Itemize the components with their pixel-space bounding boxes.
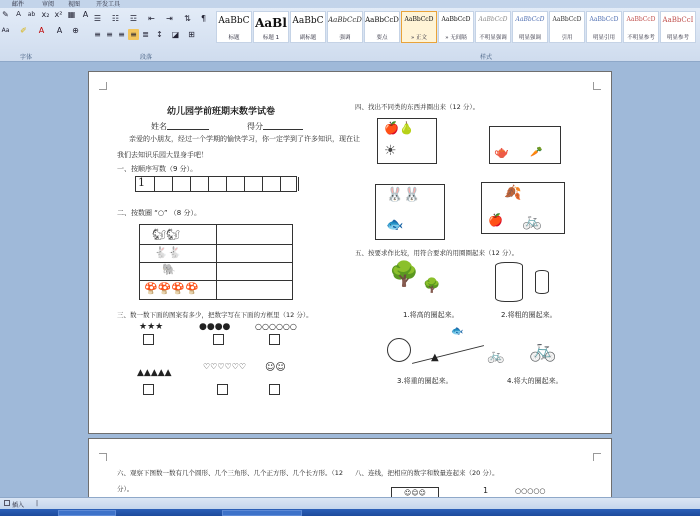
status-bar	[0, 497, 700, 509]
style-preview: AaBl	[255, 16, 287, 30]
style-name: 明显引用	[592, 35, 615, 41]
tab-view[interactable]: 视图	[68, 1, 81, 8]
status-icon	[4, 500, 10, 506]
style-preview: AaBbCcD	[441, 16, 471, 23]
style-item[interactable]	[475, 11, 511, 43]
style-name: 不明显强调	[479, 35, 507, 41]
smileys-shape: ☺☺	[265, 362, 286, 373]
style-item[interactable]	[290, 11, 326, 43]
matching-circles: ○○○○○	[515, 487, 546, 495]
light-object: 🐟	[451, 326, 464, 337]
score-blank	[263, 129, 303, 130]
triangles-shape: ▲▲▲▲▲	[137, 368, 172, 378]
style-preview: AaBbCcD	[365, 16, 399, 24]
question-5: 五、按要求作比较，用符合要求的用圈圈起来（12 分）。	[355, 249, 519, 257]
char-border-icon[interactable]: A	[56, 26, 63, 35]
crop-mark	[593, 453, 601, 461]
document-area[interactable]	[0, 63, 700, 497]
style-item[interactable]	[438, 11, 474, 43]
style-name: 副标题	[299, 35, 317, 41]
answer-box[interactable]	[217, 384, 228, 395]
style-name: 强调	[339, 35, 351, 41]
style-item[interactable]	[586, 11, 622, 43]
align-left-icon[interactable]: ≡	[94, 30, 101, 39]
font-group-label: 字体	[20, 54, 33, 61]
animals-drawing: 🐇🐇	[154, 246, 182, 259]
compare-tall: 1.将高的圈起来。	[403, 311, 459, 319]
thick-cylinder	[495, 262, 523, 302]
style-item[interactable]	[327, 11, 363, 43]
intro-line-1: 亲爱的小朋友，经过一个学期的愉快学习，你一定学到了许多知识，现在让	[129, 135, 360, 143]
styles-gallery	[216, 11, 700, 45]
insert-mode[interactable]: 插入	[12, 502, 25, 509]
style-item[interactable]	[364, 11, 400, 43]
char-shading-icon[interactable]: ▦	[67, 10, 76, 19]
align-right-icon[interactable]: ≡	[118, 30, 125, 39]
compare-heavy: 3.将重的圈起来。	[397, 377, 453, 385]
page-2[interactable]	[88, 438, 612, 498]
matching-number: 1	[483, 486, 489, 495]
sequence-first-number: 1	[138, 176, 145, 189]
text-effect-icon[interactable]: A	[82, 10, 89, 19]
taskbar-button[interactable]	[58, 510, 116, 516]
question-8: 八、连线，把相应的数字和数量连起来（20 分）。	[355, 469, 499, 477]
distributed-icon[interactable]: ≣	[142, 30, 149, 39]
show-marks-icon[interactable]: ¶	[200, 14, 207, 23]
crop-mark	[99, 82, 107, 90]
decrease-indent-icon[interactable]: ⇤	[148, 14, 155, 23]
style-item[interactable]	[253, 11, 289, 43]
increase-indent-icon[interactable]: ⇥	[166, 14, 173, 23]
strikethrough-icon[interactable]: ab	[27, 11, 36, 18]
hearts-shape: ♡♡♡♡♡♡	[203, 362, 247, 371]
style-name: 要点	[376, 35, 388, 41]
style-preview: AaBbCcD	[626, 16, 656, 23]
grid-divider	[298, 177, 299, 191]
style-name: 不明显参考	[627, 35, 655, 41]
large-bike: 🚲	[529, 338, 557, 363]
style-preview: AaBbCcD	[478, 16, 508, 23]
style-item[interactable]	[660, 11, 696, 43]
bullets-icon[interactable]: ☰	[93, 14, 102, 23]
animal-drawing: 🐘	[162, 263, 176, 276]
ribbon	[0, 0, 700, 62]
style-name: 明显参考	[666, 35, 689, 41]
style-preview: AaBbCcD	[589, 16, 619, 23]
style-name: 标题	[228, 35, 240, 41]
style-item[interactable]	[512, 11, 548, 43]
grid-divider	[226, 177, 227, 191]
grid-divider	[190, 177, 191, 191]
question-4: 四、找出不同类的东西并圈出来（12 分）。	[355, 103, 480, 111]
answer-box[interactable]	[269, 384, 280, 395]
name-field-label: 姓名	[151, 122, 167, 131]
style-name: » 正文	[410, 35, 428, 41]
style-item[interactable]	[623, 11, 659, 43]
style-item[interactable]	[549, 11, 585, 43]
answer-box[interactable]	[143, 334, 154, 345]
tab-mailings[interactable]: 邮件	[12, 1, 25, 8]
stars-shape: ★★★	[139, 322, 164, 332]
small-tree-drawing: 🌳	[423, 278, 441, 294]
number-sequence-grid	[135, 176, 297, 192]
numbering-icon[interactable]: ☷	[111, 14, 120, 23]
crop-mark	[593, 82, 601, 90]
name-blank	[167, 129, 209, 130]
font-tools	[0, 9, 213, 51]
font-color-icon[interactable]: A	[38, 26, 45, 35]
circles-shape: ○○○○○○	[255, 322, 297, 331]
style-preview: AaBbC	[292, 16, 324, 26]
style-name: 引用	[561, 35, 573, 41]
superscript-icon[interactable]: x²	[54, 10, 63, 19]
style-name: 标题 1	[262, 35, 280, 41]
question-6-continued: 分）。	[117, 485, 134, 493]
highlight-icon[interactable]: ✐	[20, 26, 27, 35]
style-preview: AaBbCcD	[515, 16, 545, 23]
question-6: 六、观察下图数一数有几个圆形、几个三角形、几个正方形、几个长方形。（12	[117, 469, 344, 477]
format-painter-icon[interactable]: ✎	[2, 10, 9, 19]
style-item[interactable]	[401, 11, 437, 43]
status-divider: |	[36, 500, 39, 507]
question-1: 一、按顺序写数（9 分）。	[117, 165, 198, 173]
shading-icon[interactable]: ◪	[171, 30, 180, 39]
taskbar	[0, 509, 700, 516]
crop-mark	[99, 453, 107, 461]
borders-icon[interactable]: ⊞	[188, 30, 195, 39]
compare-big: 4.将大的圈起来。	[507, 377, 563, 385]
font-size-grow-icon[interactable]: A	[16, 10, 21, 18]
answer-box[interactable]	[143, 384, 154, 395]
small-bike: 🚲	[487, 348, 505, 364]
style-preview: AaBbCcD	[404, 16, 434, 23]
thin-cylinder	[535, 270, 549, 294]
style-item[interactable]	[216, 11, 252, 43]
tab-developer[interactable]: 开发工具	[96, 1, 121, 8]
answer-box[interactable]	[269, 334, 280, 345]
score-field-label: 得分	[247, 122, 263, 131]
trees-drawing: 🌳	[389, 260, 419, 288]
change-case-icon[interactable]: Aa	[1, 27, 10, 34]
grid-divider	[154, 177, 155, 191]
seesaw-plank	[412, 345, 484, 364]
intro-line-2: 我们去知识乐园大显身手吧！	[117, 151, 208, 159]
ribbon-tabs	[0, 0, 700, 8]
paragraph-group-label: 段落	[140, 54, 153, 61]
style-preview: AaBbCcD	[552, 16, 582, 23]
subscript-icon[interactable]: x₂	[41, 10, 50, 19]
align-center-icon[interactable]: ≡	[106, 30, 113, 39]
multilevel-icon[interactable]: ☲	[129, 14, 138, 23]
grid-divider	[280, 177, 281, 191]
picture-group-mixed: 🍂 🍎 🚲	[481, 182, 565, 234]
seesaw-base: ▲	[431, 352, 439, 363]
enclose-char-icon[interactable]: ⊕	[72, 26, 79, 35]
style-preview: AaBbCcI	[662, 16, 694, 24]
grid-divider	[172, 177, 173, 191]
compare-thick: 2.将粗的圈起来。	[501, 311, 557, 319]
heavy-ball	[387, 338, 411, 362]
counting-table	[139, 224, 293, 300]
answer-box[interactable]	[213, 334, 224, 345]
matching-group-faces: ☺☺☺	[391, 487, 439, 499]
style-preview: AaBbC	[218, 16, 250, 26]
sort-icon[interactable]: ⇅	[184, 14, 191, 23]
style-preview: AaBbCcD	[328, 16, 362, 24]
style-name: 明显强调	[518, 35, 541, 41]
justify-icon[interactable]: ≡	[128, 29, 139, 40]
grid-divider	[244, 177, 245, 191]
grid-divider	[208, 177, 209, 191]
mushrooms-drawing: 🍄🍄🍄🍄	[144, 282, 199, 295]
styles-group-label: 样式	[480, 54, 493, 61]
picture-group-fruits: 🍎🍐 ☀	[377, 118, 437, 164]
line-spacing-icon[interactable]: ↕	[156, 30, 163, 39]
animals-drawing: 🐿🐿	[152, 228, 180, 241]
picture-group-kitchen: 🫖 🥕	[489, 126, 561, 164]
taskbar-button[interactable]	[222, 510, 302, 516]
grid-divider	[262, 177, 263, 191]
style-name: » 无间隔	[445, 35, 467, 41]
page-1[interactable]	[88, 71, 612, 434]
picture-group-animals: 🐰🐰 🐟	[375, 184, 445, 240]
question-3: 三、数一数下面的图案有多少，把数字写在下面的方框里（12 分）。	[117, 311, 313, 319]
dots-shape: ●●●●	[199, 322, 231, 332]
page-title: 幼儿园学前班期末数学试卷	[167, 107, 276, 117]
question-2: 二、按数圈 “○” （8 分）。	[117, 209, 201, 217]
tab-review[interactable]: 审阅	[42, 1, 55, 8]
